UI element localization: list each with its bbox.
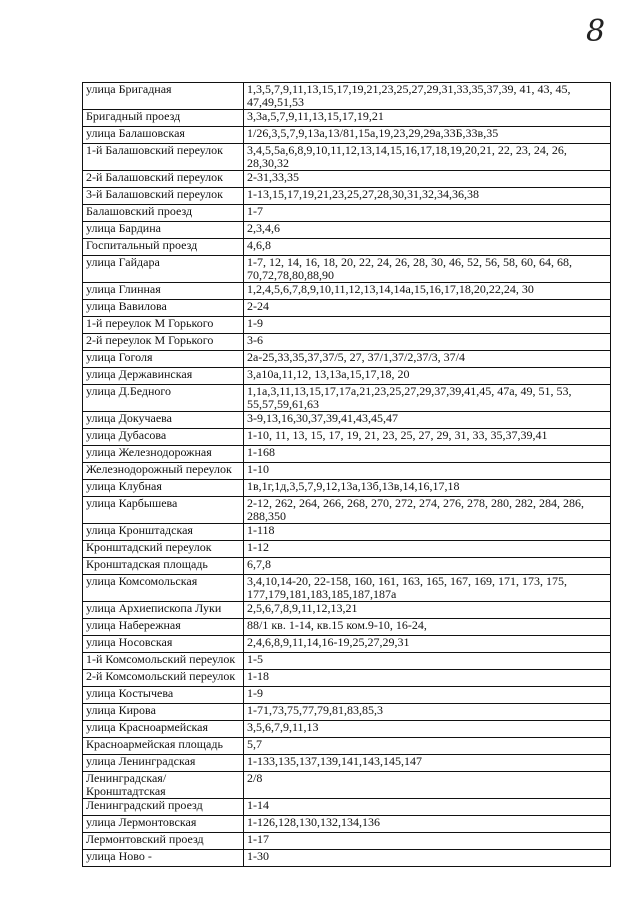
house-numbers-cell: 1-13,15,17,19,21,23,25,27,28,30,31,32,34,36,38: [244, 188, 611, 205]
table-row: [83, 602, 611, 619]
table-row: [83, 429, 611, 446]
house-numbers-cell: 1-17: [244, 833, 611, 850]
street-name-cell: улица Бригадная: [83, 83, 244, 110]
table-row: [83, 188, 611, 205]
table-row: [83, 558, 611, 575]
page-number: 8: [586, 14, 606, 49]
house-numbers-cell: 2,3,4,6: [244, 222, 611, 239]
house-numbers-cell: 2-12, 262, 264, 266, 268, 270, 272, 274, 276, 278, 280, 282, 284, 286, 288,350: [244, 497, 611, 524]
house-numbers-cell: 5,7: [244, 738, 611, 755]
street-name-cell: улица Архиепископа Луки: [83, 602, 244, 619]
table-row: [83, 317, 611, 334]
house-numbers-cell: 1/26,3,5,7,9,13а,13/81,15а,19,23,29,29а,33Б,33в,35: [244, 127, 611, 144]
house-numbers-cell: 1-18: [244, 670, 611, 687]
street-name-cell: улица Вавилова: [83, 300, 244, 317]
table-row: [83, 772, 611, 799]
street-name-cell: улица Комсомольская: [83, 575, 244, 602]
street-name-cell: улица Клубная: [83, 480, 244, 497]
house-numbers-cell: 1-7, 12, 14, 16, 18, 20, 22, 24, 26, 28, 30, 46, 52, 56, 58, 60, 64, 68, 70,72,78,80,88,90: [244, 256, 611, 283]
house-numbers-cell: 3,а10а,11,12, 13,13а,15,17,18, 20: [244, 368, 611, 385]
house-numbers-cell: 3,4,5,5а,6,8,9,10,11,12,13,14,15,16,17,18,19,20,21, 22, 23, 24, 26, 28,30,32: [244, 144, 611, 171]
table-row: [83, 755, 611, 772]
table-row: [83, 704, 611, 721]
house-numbers-cell: 1-5: [244, 653, 611, 670]
house-numbers-cell: 1-9: [244, 317, 611, 334]
table-row: [83, 463, 611, 480]
table-row: [83, 816, 611, 833]
house-numbers-cell: 1-71,73,75,77,79,81,83,85,3: [244, 704, 611, 721]
street-name-cell: улица Железнодорожная: [83, 446, 244, 463]
house-numbers-cell: 4,6,8: [244, 239, 611, 256]
table-row: [83, 144, 611, 171]
house-numbers-cell: 2-24: [244, 300, 611, 317]
house-numbers-cell: 1-10: [244, 463, 611, 480]
house-numbers-cell: 6,7,8: [244, 558, 611, 575]
house-numbers-cell: 3,3а,5,7,9,11,13,15,17,19,21: [244, 110, 611, 127]
street-name-cell: Лермонтовский проезд: [83, 833, 244, 850]
street-name-cell: улица Бардина: [83, 222, 244, 239]
table-row: [83, 575, 611, 602]
table-row: [83, 256, 611, 283]
street-name-cell: улица Набережная: [83, 619, 244, 636]
house-numbers-cell: 1,1а,3,11,13,15,17,17а,21,23,25,27,29,37,39,41,45, 47а, 49, 51, 53, 55,57,59,61,63: [244, 385, 611, 412]
street-name-cell: улица Гоголя: [83, 351, 244, 368]
street-name-cell: Бригадный проезд: [83, 110, 244, 127]
house-numbers-cell: 1-9: [244, 687, 611, 704]
table-row: [83, 636, 611, 653]
street-name-cell: 3-й Балашовский переулок: [83, 188, 244, 205]
street-name-cell: Кронштадская площадь: [83, 558, 244, 575]
house-numbers-cell: 2-31,33,35: [244, 171, 611, 188]
street-name-cell: 1-й переулок М Горького: [83, 317, 244, 334]
street-name-cell: Ленинградская/ Кронштадтская: [83, 772, 244, 799]
table-row: [83, 850, 611, 867]
table-row: [83, 497, 611, 524]
house-numbers-cell: 1в,1г,1д,3,5,7,9,12,13а,13б,13в,14,16,17,18: [244, 480, 611, 497]
street-name-cell: улица Костычева: [83, 687, 244, 704]
street-name-cell: улица Красноармейская: [83, 721, 244, 738]
street-name-cell: улица Дубасова: [83, 429, 244, 446]
street-name-cell: 1-й Комсомольский переулок: [83, 653, 244, 670]
table-row: [83, 351, 611, 368]
table-row: [83, 239, 611, 256]
street-name-cell: улица Кирова: [83, 704, 244, 721]
street-name-cell: 1-й Балашовский переулок: [83, 144, 244, 171]
house-numbers-cell: 1-12: [244, 541, 611, 558]
street-name-cell: Кронштадский переулок: [83, 541, 244, 558]
house-numbers-cell: 2,4,6,8,9,11,14,16-19,25,27,29,31: [244, 636, 611, 653]
table-row: [83, 670, 611, 687]
house-numbers-cell: 3,4,10,14-20, 22-158, 160, 161, 163, 165, 167, 169, 171, 173, 175, 177,179,181,183,185,187,187а: [244, 575, 611, 602]
table-row: [83, 446, 611, 463]
street-name-cell: 2-й переулок М Горького: [83, 334, 244, 351]
table-row: [83, 412, 611, 429]
house-numbers-cell: 1-168: [244, 446, 611, 463]
streets-table: [82, 82, 611, 867]
street-name-cell: улица Носовская: [83, 636, 244, 653]
house-numbers-cell: 1,3,5,7,9,11,13,15,17,19,21,23,25,27,29,31,33,35,37,39, 41, 43, 45, 47,49,51,53: [244, 83, 611, 110]
street-name-cell: улица Карбышева: [83, 497, 244, 524]
street-name-cell: улица Ленинградская: [83, 755, 244, 772]
table-row: [83, 385, 611, 412]
street-name-cell: 2-й Балашовский переулок: [83, 171, 244, 188]
street-name-cell: Ленинградский проезд: [83, 799, 244, 816]
street-name-cell: 2-й Комсомольский переулок: [83, 670, 244, 687]
house-numbers-cell: 1-30: [244, 850, 611, 867]
house-numbers-cell: 3-9,13,16,30,37,39,41,43,45,47: [244, 412, 611, 429]
house-numbers-cell: 2а-25,33,35,37,37/5, 27, 37/1,37/2,37/3, 37/4: [244, 351, 611, 368]
house-numbers-cell: 2,5,6,7,8,9,11,12,13,21: [244, 602, 611, 619]
table-row: [83, 653, 611, 670]
table-row: [83, 799, 611, 816]
street-name-cell: улица Глинная: [83, 283, 244, 300]
house-numbers-cell: 1-118: [244, 524, 611, 541]
house-numbers-cell: 1-7: [244, 205, 611, 222]
table-row: [83, 171, 611, 188]
table-row: [83, 833, 611, 850]
street-name-cell: улица Державинская: [83, 368, 244, 385]
street-name-cell: Железнодорожный переулок: [83, 463, 244, 480]
table-row: [83, 283, 611, 300]
street-name-cell: Красноармейская площадь: [83, 738, 244, 755]
street-name-cell: Госпитальный проезд: [83, 239, 244, 256]
house-numbers-cell: 88/1 кв. 1-14, кв.15 ком.9-10, 16-24,: [244, 619, 611, 636]
table-row: [83, 687, 611, 704]
table-row: [83, 83, 611, 110]
table-row: [83, 127, 611, 144]
street-name-cell: улица Д.Бедного: [83, 385, 244, 412]
table-row: [83, 480, 611, 497]
table-row: [83, 110, 611, 127]
street-name-cell: улица Балашовская: [83, 127, 244, 144]
house-numbers-cell: 1-14: [244, 799, 611, 816]
table-row: [83, 300, 611, 317]
table-row: [83, 334, 611, 351]
house-numbers-cell: 2/8: [244, 772, 611, 799]
table-row: [83, 205, 611, 222]
street-name-cell: улица Ново -: [83, 850, 244, 867]
house-numbers-cell: 1-10, 11, 13, 15, 17, 19, 21, 23, 25, 27, 29, 31, 33, 35,37,39,41: [244, 429, 611, 446]
table-row: [83, 738, 611, 755]
street-name-cell: Балашовский проезд: [83, 205, 244, 222]
table-row: [83, 368, 611, 385]
table-row: [83, 721, 611, 738]
table-row: [83, 524, 611, 541]
street-name-cell: улица Лермонтовская: [83, 816, 244, 833]
house-numbers-cell: 3-6: [244, 334, 611, 351]
table-row: [83, 222, 611, 239]
house-numbers-cell: 1-133,135,137,139,141,143,145,147: [244, 755, 611, 772]
table-row: [83, 619, 611, 636]
street-name-cell: улица Кронштадская: [83, 524, 244, 541]
house-numbers-cell: 1,2,4,5,6,7,8,9,10,11,12,13,14,14а,15,16,17,18,20,22,24, 30: [244, 283, 611, 300]
house-numbers-cell: 1-126,128,130,132,134,136: [244, 816, 611, 833]
table-row: [83, 541, 611, 558]
street-name-cell: улица Докучаева: [83, 412, 244, 429]
house-numbers-cell: 3,5,6,7,9,11,13: [244, 721, 611, 738]
street-name-cell: улица Гайдара: [83, 256, 244, 283]
